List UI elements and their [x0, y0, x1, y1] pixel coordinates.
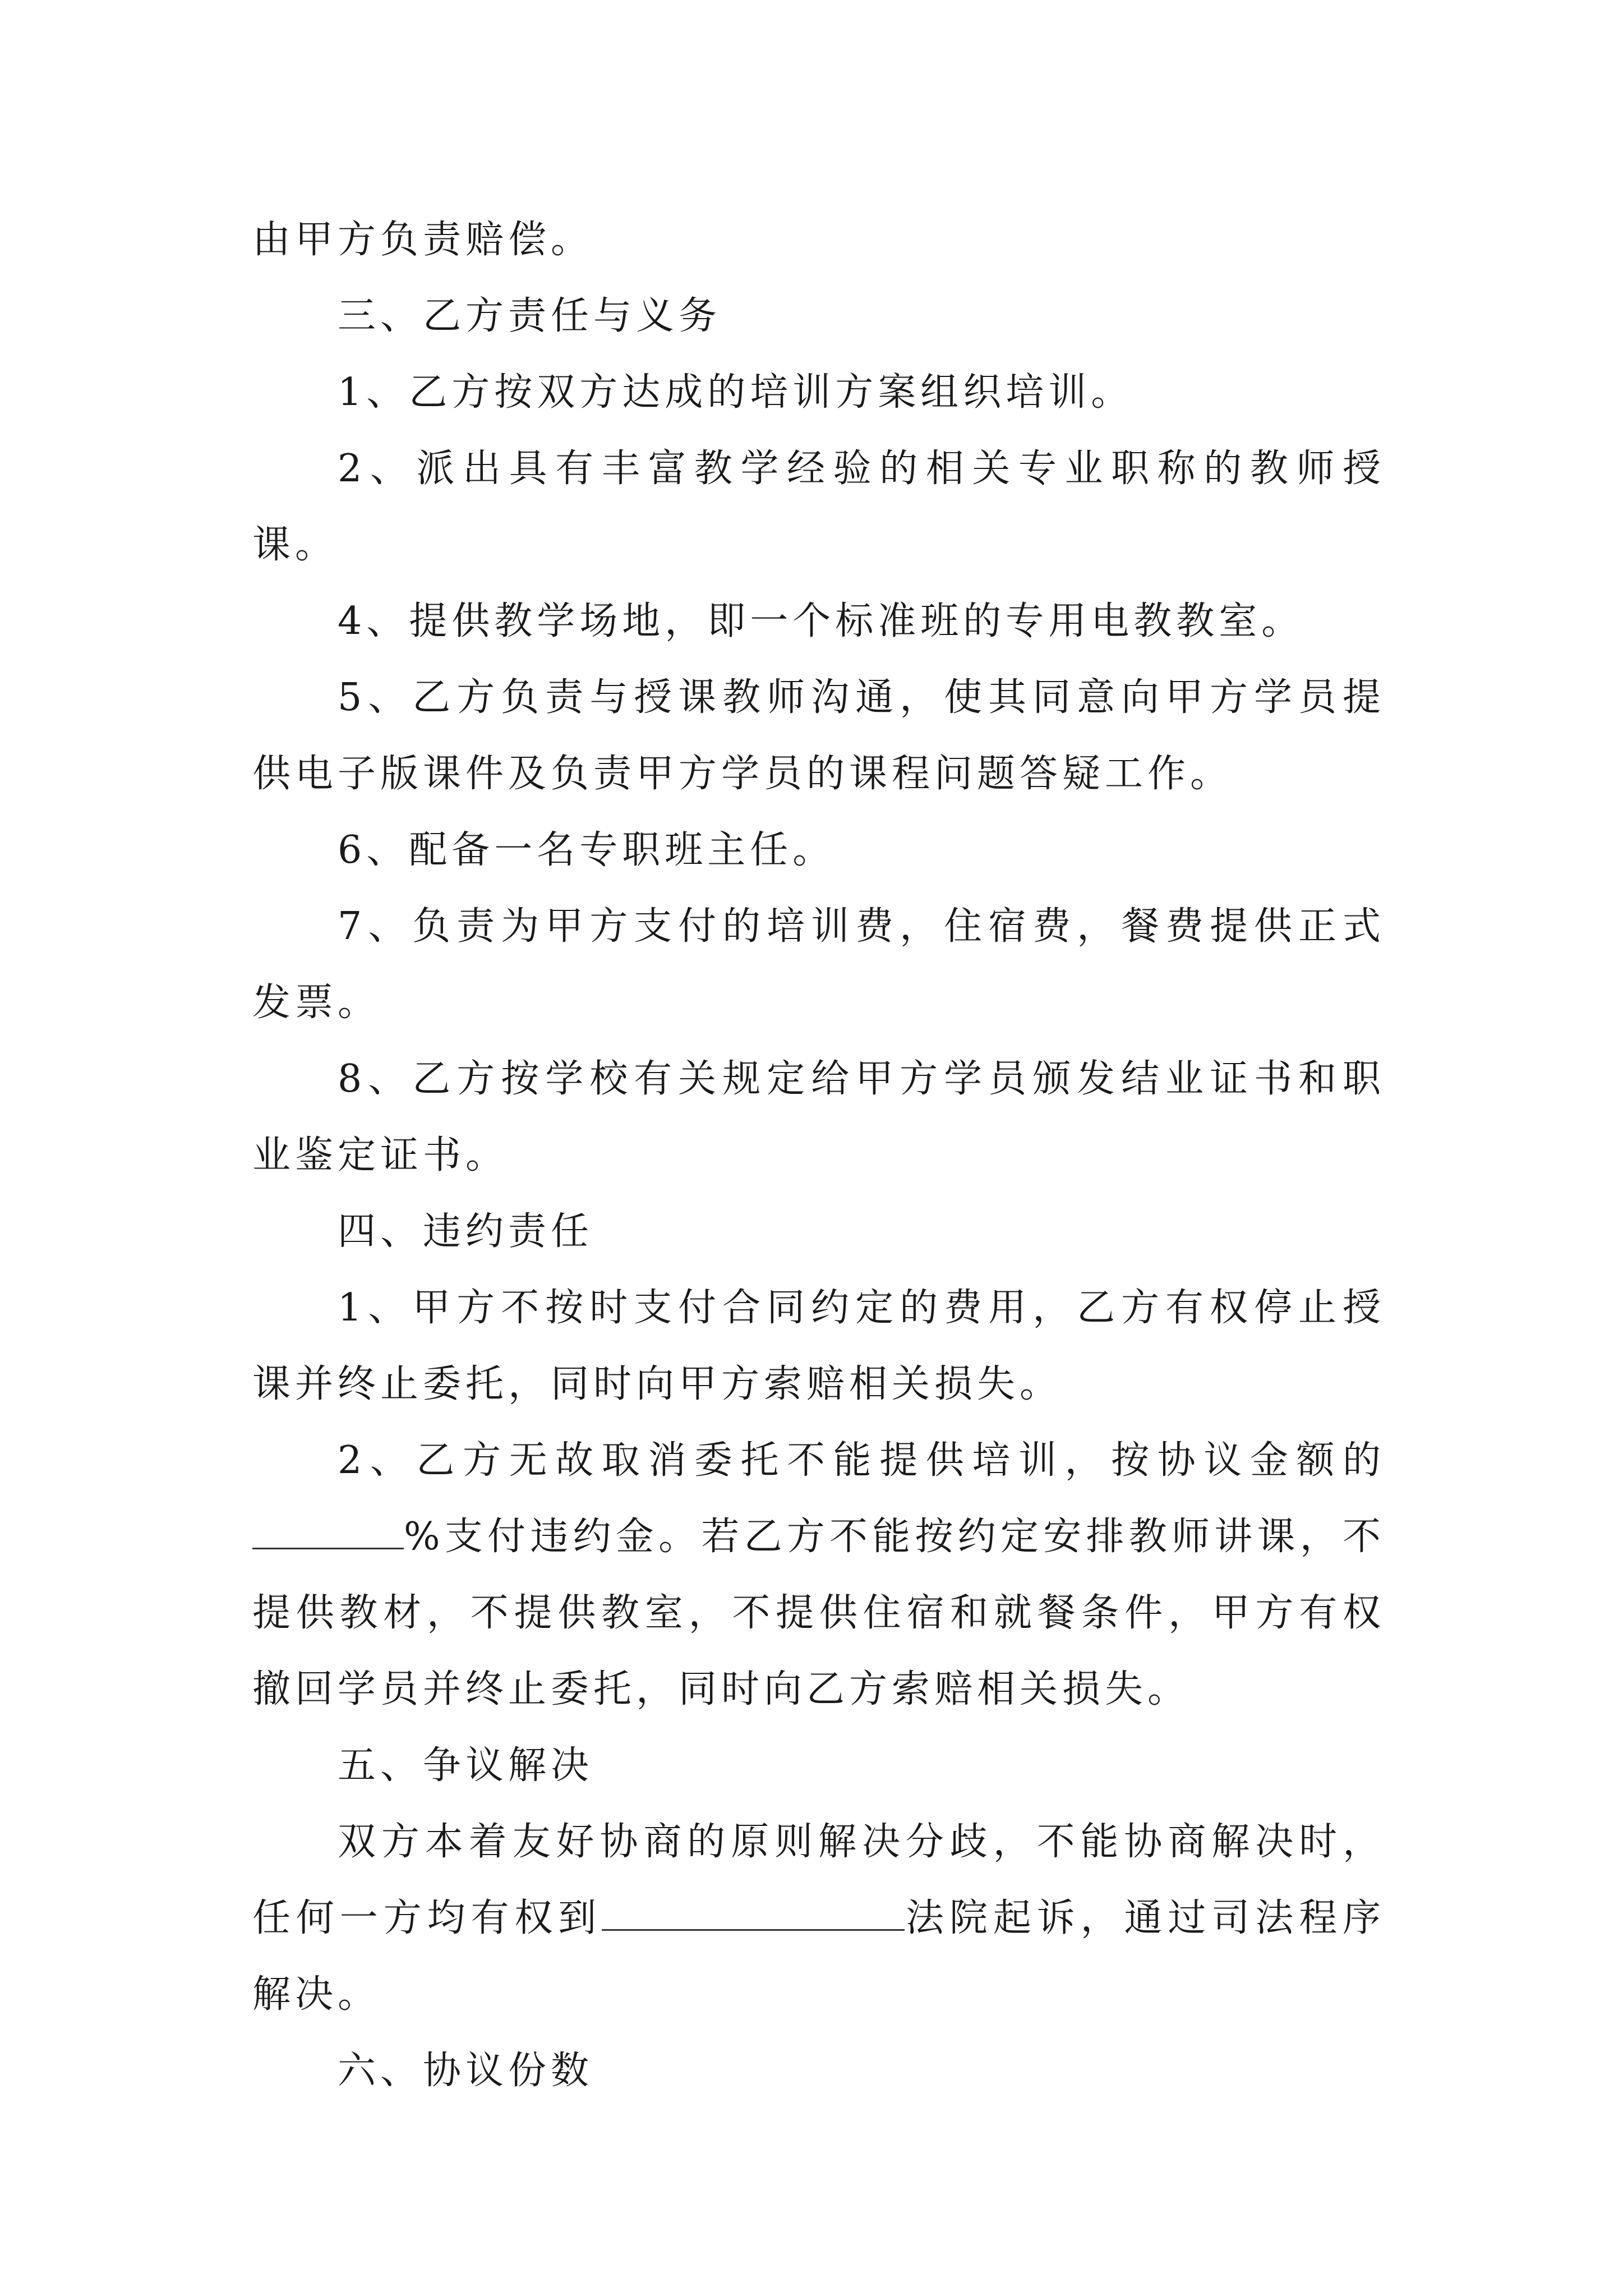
- penalty-percentage-blank[interactable]: [252, 1513, 404, 1549]
- clause-4-1: 1、甲方不按时支付合同约定的费用，乙方有权停止授课并终止委托，同时向甲方索赔相关损失。: [252, 1286, 1385, 1406]
- clause-dispute-resolution: [252, 1804, 1385, 2033]
- clause-4-2-part-b: %支付违约金。若乙方不能按约定安排教师讲课，不提供教材，不提供教室，不提供住宿和就餐条件，甲方有权撤回学员并终止委托，同时向乙方索赔相关损失。: [252, 1515, 1385, 1711]
- court-name-blank[interactable]: [602, 1894, 905, 1931]
- dispute-part-b: 法院起诉，通过司法程序解决。: [252, 1896, 1385, 2017]
- clause-3-7: 7、负责为甲方支付的培训费，住宿费，餐费提供正式发票。: [252, 904, 1385, 1025]
- section-heading-party-b-duties: 三、乙方责任与义务: [338, 294, 722, 338]
- section-heading-breach: 四、违约责任: [338, 1209, 594, 1254]
- clause-4-2-part-a: 2、乙方无故取消委托不能提供培训，按协议金额的: [338, 1438, 1385, 1483]
- clause-3-6: 6、配备一名专职班主任。: [338, 828, 836, 872]
- dispute-part-a: 双方本着友好协商的原则解决分歧，不能协商解决时，任何一方均有权到: [252, 1820, 1385, 1940]
- section-heading-copies: 六、协议份数: [338, 2049, 594, 2093]
- clause-3-8: 8、乙方按学校有关规定给甲方学员颁发结业证书和职业鉴定证书。: [252, 1057, 1385, 1177]
- clause-3-4: 4、提供教学场地，即一个标准班的专用电教教室。: [338, 599, 1304, 643]
- document-body: [252, 202, 1385, 2109]
- paragraph-compensation-end: 由甲方负责赔偿。: [252, 218, 594, 262]
- clause-4-2: [252, 1423, 1385, 1728]
- clause-3-5: 5、乙方负责与授课教师沟通，使其同意向甲方学员提供电子版课件及负责甲方学员的课程问题答疑工作。: [252, 675, 1385, 796]
- section-heading-dispute: 五、争议解决: [338, 1743, 594, 1788]
- clause-3-1: 1、乙方按双方达成的培训方案组织培训。: [338, 370, 1134, 415]
- clause-3-2: 2、派出具有丰富教学经验的相关专业职称的教师授课。: [252, 447, 1385, 567]
